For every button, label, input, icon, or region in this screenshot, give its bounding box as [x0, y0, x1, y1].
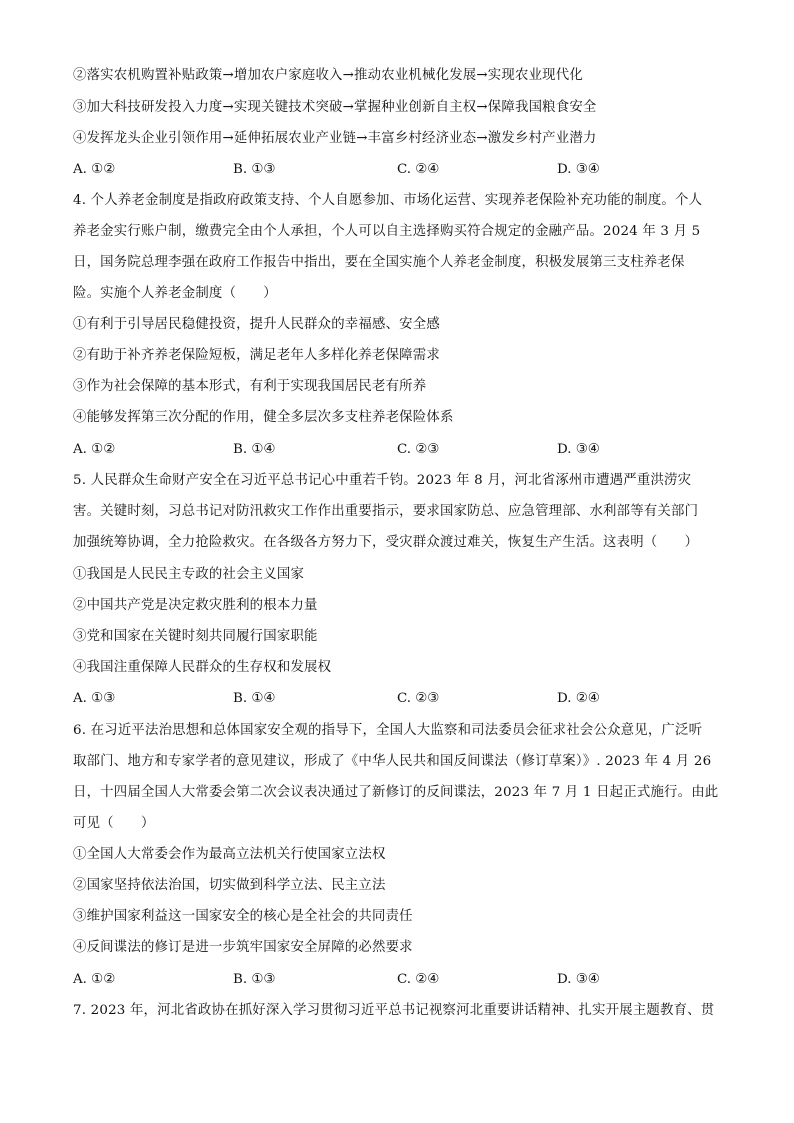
- q3-option-a: A. ①②: [73, 162, 116, 177]
- q3-option-c: C. ②④: [397, 162, 440, 177]
- q4-stem-line-2: 养老金实行账户制，缴费完全由个人承担，个人可以自主选择购买符合规定的金融产品。2024 年 3 月 5: [73, 224, 701, 239]
- q4-option-c: C. ②③: [397, 442, 440, 457]
- q5-stem-line-1: 5. 人民群众生命财产安全在习近平总书记心中重若千钧。2023 年 8 月，河北省涿州市遭遇严重洪涝灾: [73, 473, 692, 488]
- q4-item-4: ④能够发挥第三次分配的作用，健全多层次多支柱养老保险体系: [73, 410, 454, 425]
- q5-item-4: ④我国注重保障人民群众的生存权和发展权: [73, 660, 332, 675]
- q4-stem-line-1: 4. 个人养老金制度是指政府政策支持、个人自愿参加、市场化运营、实现养老保险补充功能的制度。个人: [73, 193, 703, 208]
- q5-item-3: ③党和国家在关键时刻共同履行国家职能: [73, 629, 318, 644]
- q7-stem-line-1: 7. 2023 年，河北省政协在抓好深入学习贯彻习近平总书记视察河北重要讲话精神、扎实开展主题教育、贯: [73, 1003, 715, 1018]
- q4-option-b: B. ①④: [233, 442, 276, 457]
- q6-item-3: ③维护国家利益这一国家安全的核心是全社会的共同责任: [73, 909, 413, 924]
- q4-option-d: D. ③④: [557, 442, 600, 457]
- q5-option-c: C. ②③: [397, 691, 440, 706]
- q6-item-4: ④反间谍法的修订是进一步筑牢国家安全屏障的必然要求: [73, 940, 413, 955]
- q5-option-d: D. ②④: [557, 691, 600, 706]
- q4-item-3: ③作为社会保障的基本形式，有利于实现我国居民老有所养: [73, 379, 427, 394]
- q3-option-b: B. ①③: [233, 162, 276, 177]
- q4-options: [73, 440, 723, 460]
- q6-stem-line-2: 取部门、地方和专家学者的意见建议，形成了《中华人民共和国反间谍法（修订草案）》. 2023 年 4 月 26: [73, 754, 712, 769]
- q4-stem-line-4: 险。实施个人养老金制度（ ）: [73, 286, 277, 301]
- q6-stem-line-3: 日，十四届全国人大常委会第二次会议表决通过了新修订的反间谍法，2023 年 7 月 1 日起正式施行。由此: [73, 785, 719, 800]
- q6-option-d: D. ③④: [557, 972, 600, 987]
- q4-item-1: ①有利于引导居民稳健投资，提升人民群众的幸福感、安全感: [73, 317, 440, 332]
- q3-item-4: ④发挥龙头企业引领作用→延伸拓展农业产业链→丰富乡村经济业态→激发乡村产业潜力: [73, 131, 597, 146]
- q6-option-c: C. ②④: [397, 972, 440, 987]
- q5-stem-line-2: 害。关键时刻，习总书记对防汛救灾工作作出重要指示，要求国家防总、应急管理部、水利部等有关部门: [73, 504, 699, 519]
- q5-options: [73, 689, 723, 709]
- q4-stem-line-3: 日，国务院总理李强在政府工作报告中指出，要在全国实施个人养老金制度，积极发展第三支柱养老保: [73, 255, 685, 270]
- q5-item-2: ②中国共产党是决定救灾胜利的根本力量: [73, 598, 318, 613]
- q6-option-b: B. ①③: [233, 972, 276, 987]
- q6-options: [73, 970, 723, 990]
- q4-item-2: ②有助于补齐养老保险短板，满足老年人多样化养老保障需求: [73, 348, 440, 363]
- q6-stem-line-1: 6. 在习近平法治思想和总体国家安全观的指导下，全国人大监察和司法委员会征求社会公众意见，广泛听: [73, 723, 703, 738]
- q6-item-2: ②国家坚持依法治国，切实做到科学立法、民主立法: [73, 878, 386, 893]
- q5-item-1: ①我国是人民民主专政的社会主义国家: [73, 567, 305, 582]
- q6-option-a: A. ①②: [73, 972, 116, 987]
- q3-item-2: ②落实农机购置补贴政策→增加农户家庭收入→推动农业机械化发展→实现农业现代化: [73, 68, 583, 83]
- q6-stem-line-4: 可见（ ）: [73, 816, 155, 831]
- q3-options: [73, 160, 723, 180]
- q5-option-a: A. ①③: [73, 691, 116, 706]
- q3-item-3: ③加大科技研发投入力度→实现关键技术突破→掌握种业创新自主权→保障我国粮食安全: [73, 100, 597, 115]
- q4-option-a: A. ①②: [73, 442, 116, 457]
- q5-option-b: B. ①④: [233, 691, 276, 706]
- q6-item-1: ①全国人大常委会作为最高立法机关行使国家立法权: [73, 847, 386, 862]
- q5-stem-line-3: 加强统筹协调，全力抢险救灾。在各级各方努力下，受灾群众渡过难关，恢复生产生活。这表明（ ）: [73, 535, 699, 550]
- q3-option-d: D. ③④: [557, 162, 600, 177]
